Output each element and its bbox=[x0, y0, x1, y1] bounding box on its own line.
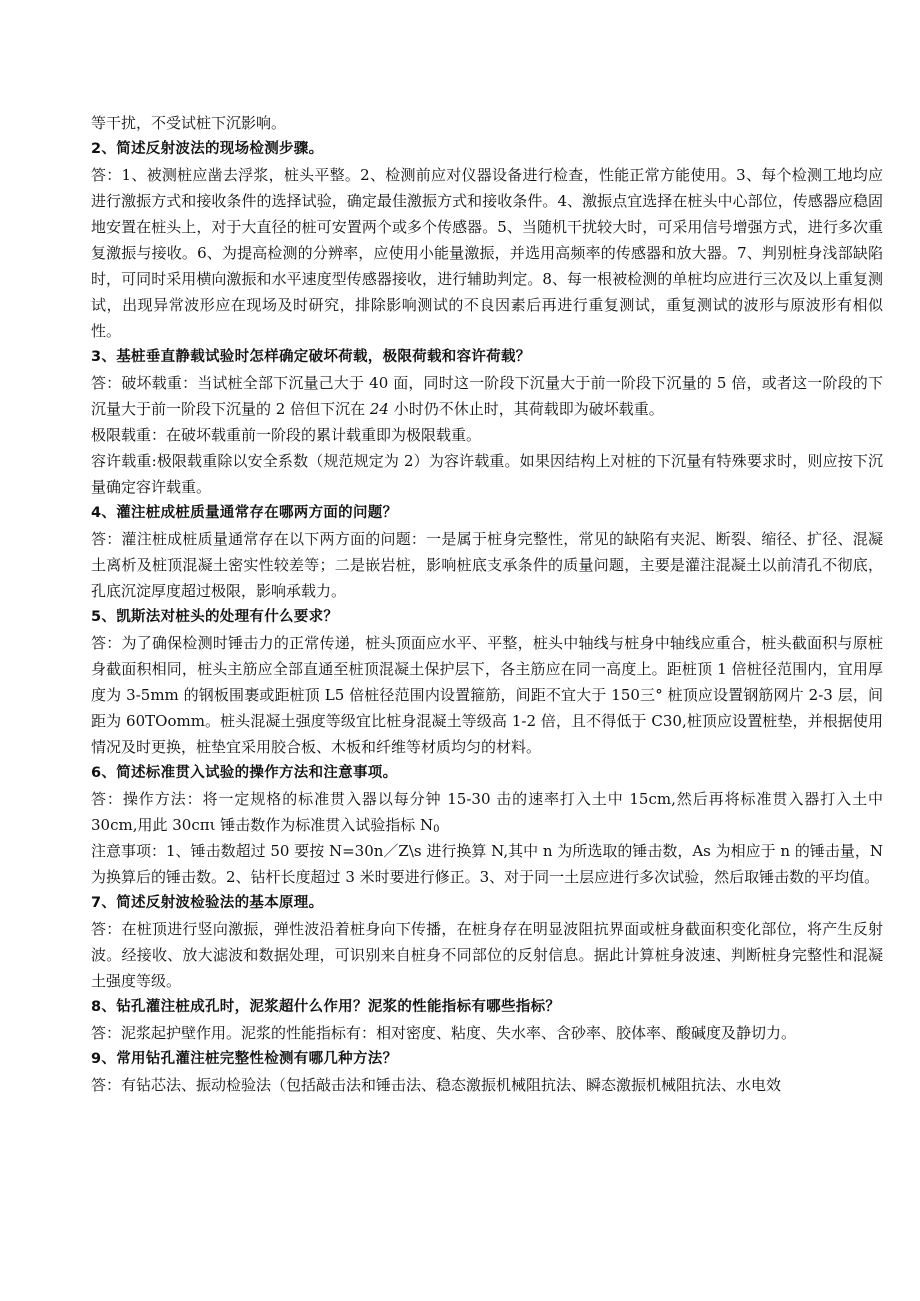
question-6-heading: 6、简述标准贯入试验的操作方法和注意事项。 bbox=[91, 765, 398, 781]
answer-3-text-a: 答：破坏载重：当试桩全部下沉量己大于 40 面，同时这一阶段下沉量大于前一阶段下沉量的 5 倍，或者这一阶段的下沉量大于前一阶段下沉量的 2 倍但下沉在 bbox=[91, 374, 883, 418]
answer-9: 答：有钻芯法、振动检验法（包括敲击法和锤击法、稳态激振机械阻抗法、瞬态激振机械阻抗法、水电效 bbox=[91, 1076, 782, 1094]
answer-3-text-b: 小时仍不休止时，其荷载即为破坏载重。 bbox=[388, 400, 664, 418]
answer-6-method-text: 答：操作方法：将一定规格的标准贯入器以每分钟 15-30 击的速率打入土中 15cm,然后再将标准贯入器打入土中 30cm,用此 30cπι 锤击数作为标准贯入试验指标 N bbox=[91, 790, 883, 834]
question-3-heading: 3、基桩垂直静载试验时怎样确定破坏荷载，极限荷载和容许荷载？ bbox=[91, 349, 531, 365]
answer-5: 答：为了确保检测时锤击力的正常传递，桩头顶面应水平、平整，桩头中轴线与桩身中轴线应重合，桩头截面积与原桩身截面积相同，桩头主筋应全部直通至桩顶混凝土保护层下，各主筋应在同一高度上。距桩顶 1 倍桩径范围内，宜用厚度为 3-5mm 的钢板围裹或距桩顶 L5 倍桩径范围内设置箍筋，间距不宜大于 150三° 桩顶应设置钢筋网片 2-3 层，间距为 60TOomm。桩头混凝土强度等级宜比桩身混凝土等级高 1-2 倍，且不得低于 C30,桩顶应设置桩垫，并根据使用情况及时更换，桩垫宜采用胶合板、木板和纤维等材质均匀的材料。 bbox=[91, 634, 883, 756]
answer-4: 答：灌注桩成桩质量通常存在以下两方面的问题：一是属于桩身完整性，常见的缺陷有夹泥、断裂、缩径、扩径、混凝土离析及桩顶混凝土密实性较差等；二是嵌岩桩，影响桩底支承条件的质量问题，主要是灌注混凝土以前清孔不彻底，孔底沉淀厚度超过极限，影响承载力。 bbox=[91, 530, 883, 600]
answer-7: 答：在桩顶进行竖向激振，弹性波沿着桩身向下传播，在桩身存在明显波阻抗界面或桩身截面积变化部位，将产生反射波。经接收、放大滤波和数据处理，可识别来自桩身不同部位的反射信息。据此计算桩身波速、判断桩身完整性和混凝土强度等级。 bbox=[91, 920, 883, 990]
answer-8: 答：泥浆起护壁作用。泥浆的性能指标有：相对密度、粘度、失水率、含砂率、胶体率、酸碱度及静切力。 bbox=[91, 1024, 797, 1042]
answer-6-method bbox=[91, 786, 883, 838]
document-body bbox=[91, 110, 883, 1098]
question-5-heading: 5、凯斯法对桩头的处理有什么要求？ bbox=[91, 609, 339, 625]
question-7-heading: 7、简述反射波检验法的基本原理。 bbox=[91, 895, 324, 911]
answer-2: 答：1、被测桩应凿去浮浆，桩头平整。2、检测前应对仪器设备进行检查，性能正常方能使用。3、每个检测工地均应进行激振方式和接收条件的选择试验，确定最佳激振方式和接收条件。4、激振点宜选择在桩头中心部位，传感器应稳固地安置在桩头上，对于大直径的桩可安置两个或多个传感器。5、当随机干扰较大时，可采用信号增强方式，进行多次重复激振与接收。6、为提高检测的分辨率，应使用小能量激振，并选用高频率的传感器和放大器。7、判别桩身浅部缺陷时，可同时采用横向激振和水平速度型传感器接收，进行辅助判定。8、每一根被检测的单桩均应进行三次及以上重复测试，出现异常波形应在现场及时研究，排除影响测试的不良因素后再进行重复测试，重复测试的波形与原波形有相似性。 bbox=[91, 166, 883, 340]
question-4-heading: 4、灌注桩成桩质量通常存在哪两方面的问题？ bbox=[91, 505, 398, 521]
question-2-heading: 2、简述反射波法的现场检测步骤。 bbox=[91, 141, 324, 157]
answer-3-italic-hours: 24 bbox=[369, 400, 389, 418]
answer-6-subscript: 0 bbox=[433, 824, 440, 835]
answer-3-ultimate-load: 极限载重：在破坏载重前一阶段的累计载重即为极限载重。 bbox=[91, 426, 482, 444]
question-8-heading: 8、钻孔灌注桩成孔时，泥浆超什么作用？泥浆的性能指标有哪些指标？ bbox=[91, 999, 561, 1015]
paragraph-continuation: 等干扰，不受试桩下沉影响。 bbox=[91, 114, 287, 132]
answer-3-allowable-load: 容许载重:极限载重除以安全系数（规范规定为 2）为容许载重。如果因结构上对桩的下沉量有特殊要求时，则应按下沉量确定容许载重。 bbox=[91, 452, 883, 496]
answer-3-failure-load bbox=[91, 370, 883, 422]
question-9-heading: 9、常用钻孔灌注桩完整性检测有哪几种方法？ bbox=[91, 1051, 398, 1067]
answer-6-notes: 注意事项：1、锤击数超过 50 要按 N=30n／Z\s 进行换算 N,其中 n 为所选取的锤击数，As 为相应于 n 的锤击量，N 为换算后的锤击数。2、钻杆长度超过 3 米时要进行修正。3、对于同一土层应进行多次试验，然后取锤击数的平均值。 bbox=[91, 842, 883, 886]
